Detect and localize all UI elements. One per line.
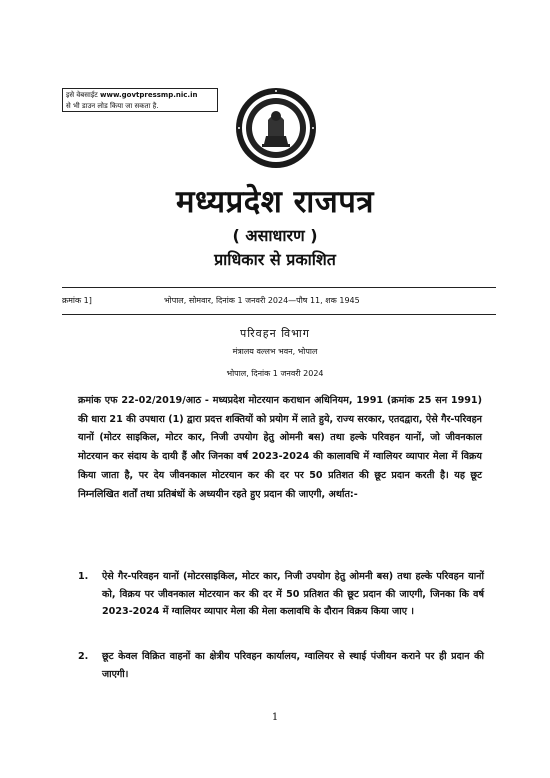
website-notice-line-2: से भी डाउन लोड किया जा सकता है. (66, 102, 159, 110)
list-item-text: ऐसे गैर-परिवहन यानों (मोटरसाइकिल, मोटर कार, निजी उपयोग हेतु ओमनी बस) तथा हल्के परिवहन यानों को, विक्रय पर जीवनकाल मोटरयान कर की दर में 50 प्रतिशत की छूट प्रदान की जाएगी, जिनका कि वर्ष 2023-2024 में ग्वालियर व्यापार मेला की मेला कलावधि के दौरान विक्रय किया जाए । (102, 571, 484, 617)
department-date: भोपाल, दिनांक 1 जनवरी 2024 (226, 369, 324, 378)
list-item-number: 1. (78, 571, 89, 582)
gazette-edition: ( असाधारण ) (232, 226, 318, 245)
state-emblem-seal-icon (234, 86, 318, 170)
top-divider (62, 287, 496, 288)
issue-number: क्रमांक 1] (62, 296, 92, 305)
department-name: परिवहन विभाग (240, 327, 310, 340)
list-item-text: छूट केवल विक्रित वाहनों का क्षेत्रीय परिवहन कार्यालय, ग्वालियर से स्थाई पंजीयन कराने पर ही प्रदान की जाएगी। (102, 651, 484, 680)
conditions-list-continued (78, 648, 484, 683)
website-url[interactable]: www.govtpressmp.nic.in (100, 91, 198, 99)
department-address: मंत्रालय वल्लभ भवन, भोपाल (232, 347, 318, 356)
conditions-list (78, 568, 484, 621)
gazette-title: मध्यप्रदेश राजपत्र (175, 184, 375, 220)
gazette-authority: प्राधिकार से प्रकाशित (214, 250, 336, 269)
list-item (78, 648, 484, 683)
list-item-number: 2. (78, 651, 89, 662)
website-notice-box (62, 88, 218, 112)
notification-paragraph: क्रमांक एफ 22-02/2019/आठ - मध्यप्रदेश मोटरयान कराधान अधिनियम, 1991 (क्रमांक 25 सन 1991) की धारा 21 की उपधारा (1) द्वारा प्रदत्त शक्तियों को प्रयोग में लाते हुये, राज्य सरकार, एतदद्वारा, ऐसे गैर-परिवहन यानों (मोटर साइकिल, मोटर कार, निजी उपयोग हेतु ओमनी बस) तथा हल्के परिवहन यानों, जो जीवनकाल मोटरयान कर संदाय के दायी हैं और जिनका वर्ष 2023-2024 की कालावधि में ग्वालियर व्यापार मेला में विक्रय किया जाता है, पर देय जीवनकाल मोटरयान कर की दर पर 50 प्रतिशत की छूट प्रदान करती है। यह छूट निम्नलिखित शर्तों तथा प्रतिबंधों के अध्ययीन रहते हुए प्रदान की जाएगी, अर्थात:- (78, 395, 482, 500)
list-item (78, 568, 484, 621)
page-number: 1 (271, 712, 279, 723)
bottom-divider (62, 314, 496, 315)
issue-date: भोपाल, सोमवार, दिनांक 1 जनवरी 2024—पौष 11, शक 1945 (164, 296, 360, 305)
website-notice-line-1: इसे वेबसाईट www.govtpressmp.nic.in (66, 91, 198, 99)
